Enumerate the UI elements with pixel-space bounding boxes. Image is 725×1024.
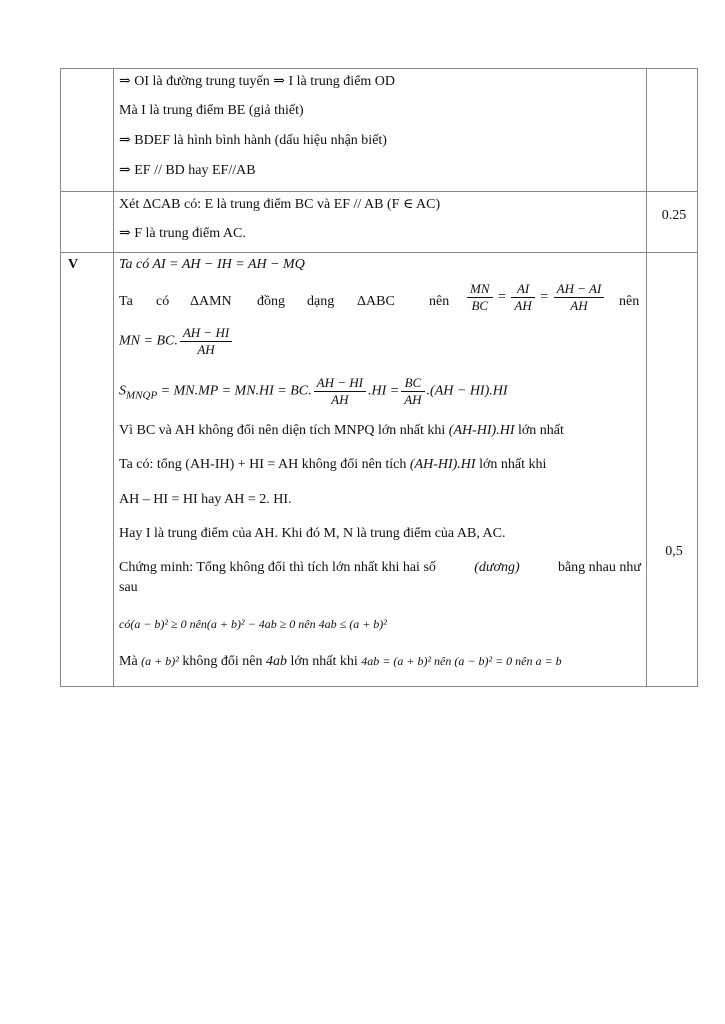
section-label: V [68, 257, 79, 272]
text-line: Chứng minh: Tổng không đổi thì tích lớn nhất khi hai số (dương) bằng nhau như [119, 560, 641, 575]
text-line: sau [119, 580, 138, 595]
score: 0.25 [661, 208, 687, 223]
text-line: Vì BC và AH không đổi nên diện tích MNPQ lớn nhất khi (AH-HI).HI lớn nhất [119, 423, 564, 438]
text-line: Hay I là trung điểm của AH. Khi đó M, N là trung điểm của AB, AC. [119, 526, 506, 541]
text-line: ⇒ BDEF là hình bình hành (dấu hiệu nhận biết) [119, 133, 387, 148]
text-line: Mà I là trung điểm BE (giả thiết) [119, 103, 304, 118]
math-line: Ta có AI = AH − IH = AH − MQ [119, 257, 305, 272]
text-line: Mà (a + b)² không đổi nên 4ab lớn nhất khi 4ab = (a + b)² nên (a − b)² = 0 nên a = b [119, 654, 562, 669]
text-line: Ta có: tổng (AH-IH) + HI = AH không đổi nên tích (AH-HI).HI lớn nhất khi [119, 457, 547, 472]
table-row [60, 68, 698, 192]
text-line: ⇒ OI là đường trung tuyến ⇒ I là trung điểm OD [119, 74, 396, 89]
text-line: ⇒ EF // BD hay EF//AB [119, 163, 256, 178]
table-row [60, 252, 698, 687]
math-line: có(a − b)² ≥ 0 nên(a + b)² − 4ab ≥ 0 nên 4ab ≤ (a + b)² [119, 617, 387, 631]
score: 0,5 [665, 544, 683, 559]
table-row [60, 191, 698, 253]
math-line: MN = BC. $\frac{AH - HI}{AH}$ [119, 325, 234, 358]
text-line: AH – HI = HI hay AH = 2. HI. [119, 492, 292, 507]
similarity-line: Ta có ΔAMN đồng dạng ΔABC nên $\frac{MN}{BC}$ = $\frac{AI}{AH}$ = $\frac{AH - AI}{AH}$ nên [119, 281, 640, 313]
math-line: $S_{MNQP} = MN.MP = MN.HI$ = BC. $\frac{AH - HI}{AH}$ .HI = $\frac{BC}{AH}$ .(AH − HI).HI [119, 375, 508, 407]
text-line: ⇒ F là trung điểm AC. [119, 226, 246, 241]
text-line: Xét ΔCAB có: E là trung điểm BC và EF // AB (F ∈ AC) [119, 197, 441, 212]
